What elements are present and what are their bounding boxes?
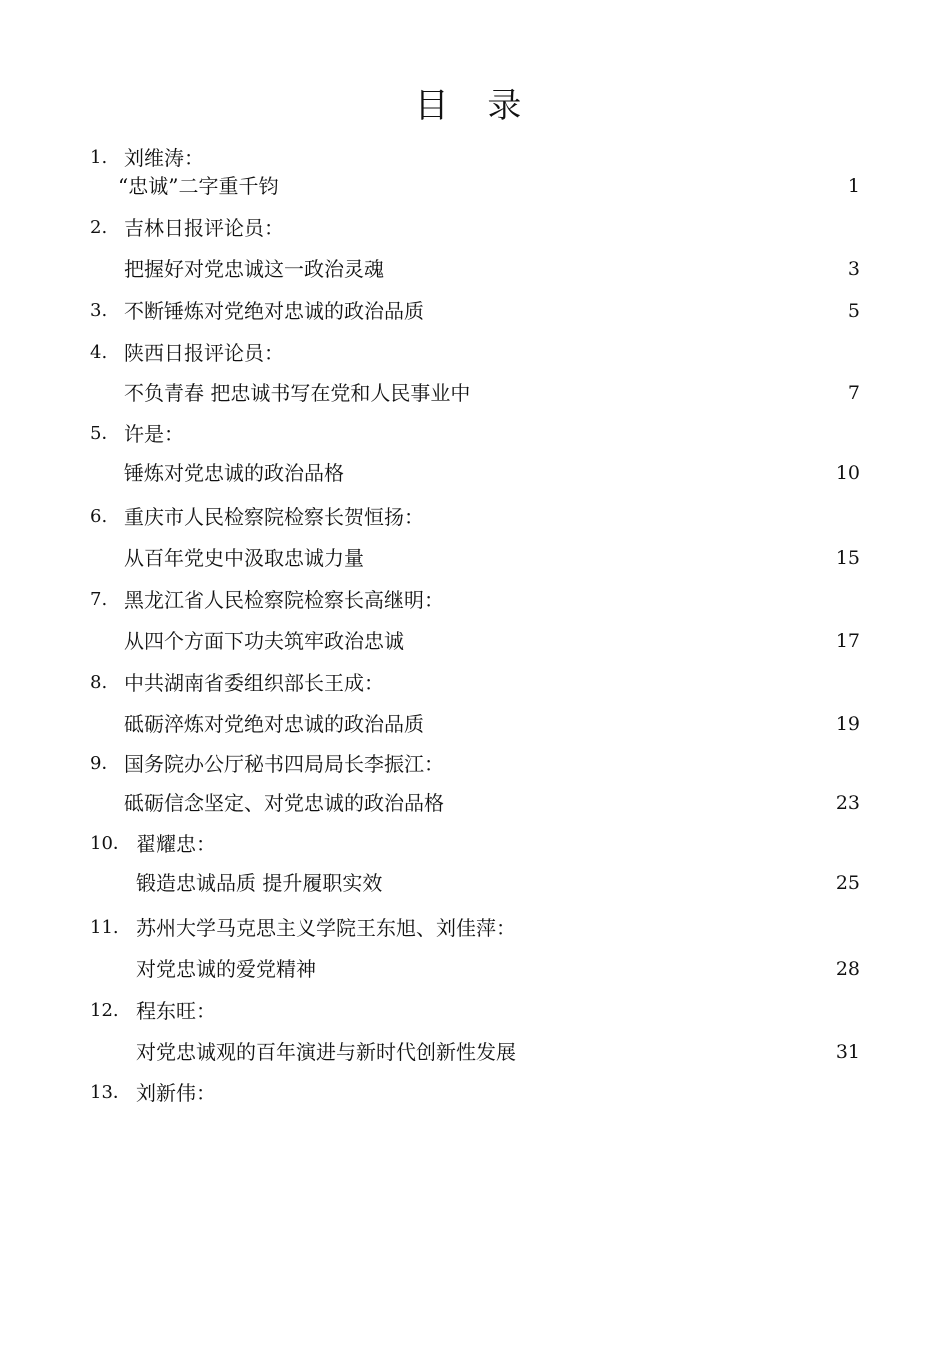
entry-author: 刘新伟： — [136, 1081, 216, 1105]
entry-number: 3. — [90, 300, 108, 321]
entry-title[interactable]: 对党忠诚的爱党精神 — [136, 957, 316, 981]
toc-entry-title-line[interactable] — [0, 1037, 950, 1067]
toc-entry-title-line[interactable] — [0, 171, 950, 201]
page-title: 目 录 — [414, 86, 536, 126]
entry-author: 程东旺： — [136, 999, 216, 1023]
toc-entry-author-line — [0, 829, 950, 859]
toc-entry-author-line — [0, 668, 950, 698]
toc-entry-title-line[interactable] — [0, 868, 950, 898]
entry-author: 许是： — [124, 422, 184, 446]
toc-entry-title-line[interactable] — [0, 626, 950, 656]
entry-author: 中共湖南省委组织部长王成： — [124, 671, 384, 695]
entry-number: 1. — [90, 147, 108, 168]
entry-page-number: 5 — [847, 300, 860, 322]
entry-page-number: 23 — [835, 792, 860, 814]
entry-number: 11. — [90, 917, 119, 938]
toc-entry-author-line — [0, 913, 950, 943]
entry-title[interactable]: 砥砺淬炼对党绝对忠诚的政治品质 — [124, 712, 424, 736]
toc-entry-author-line — [0, 585, 950, 615]
entry-author: 国务院办公厅秘书四局局长李振江： — [124, 752, 444, 776]
entry-title[interactable]: 从四个方面下功夫筑牢政治忠诚 — [124, 629, 404, 653]
entry-page-number: 10 — [835, 462, 860, 484]
toc-entry-author-line — [0, 419, 950, 449]
entry-number: 13． — [90, 1082, 131, 1103]
entry-page-number: 1 — [847, 175, 860, 197]
toc-entry-author-line — [0, 749, 950, 779]
entry-number: 5． — [90, 423, 120, 444]
entry-number: 4. — [90, 342, 108, 363]
entry-title[interactable]: 锤炼对党忠诚的政治品格 — [124, 461, 344, 485]
entry-author: 翟耀忠： — [136, 832, 216, 856]
toc-entry-author-line — [0, 143, 950, 173]
entry-author: 苏州大学马克思主义学院王东旭、刘佳萍： — [136, 916, 516, 940]
entry-page-number: 7 — [847, 382, 860, 404]
toc-entry-author-line — [0, 213, 950, 243]
entry-author: 陕西日报评论员： — [124, 341, 284, 365]
entry-page-number: 28 — [835, 958, 860, 980]
entry-author: 黑龙江省人民检察院检察长高继明： — [124, 588, 444, 612]
entry-title[interactable]: 不负青春 把忠诚书写在党和人民事业中 — [124, 381, 471, 405]
entry-number: 2. — [90, 217, 108, 238]
entry-page-number: 15 — [835, 547, 860, 569]
entry-title[interactable]: 把握好对党忠诚这一政治灵魂 — [124, 257, 384, 281]
toc-entry-title-line[interactable] — [0, 954, 950, 984]
entry-title[interactable]: “忠诚”二字重千钧 — [118, 174, 279, 198]
entry-page-number: 31 — [835, 1041, 860, 1063]
toc-entry-author-line — [0, 996, 950, 1026]
entry-number: 8. — [90, 672, 108, 693]
entry-number: 6. — [90, 506, 108, 527]
toc-entry-title-line[interactable] — [0, 458, 950, 488]
entry-page-number: 17 — [835, 630, 860, 652]
entry-title[interactable]: 对党忠诚观的百年演进与新时代创新性发展 — [136, 1040, 516, 1064]
entry-title[interactable]: 从百年党史中汲取忠诚力量 — [124, 546, 364, 570]
toc-entry-title-line[interactable] — [0, 788, 950, 818]
toc-entry-title-line[interactable] — [0, 543, 950, 573]
entry-author: 刘维涛： — [124, 146, 204, 170]
toc-entry-title-line[interactable] — [0, 378, 950, 408]
toc-entry-title-line[interactable] — [0, 254, 950, 284]
entry-page-number: 25 — [835, 872, 860, 894]
entry-number: 7. — [90, 589, 108, 610]
entry-number: 12. — [90, 1000, 119, 1021]
entry-page-number: 3 — [847, 258, 860, 280]
entry-author: 重庆市人民检察院检察长贺恒扬： — [124, 505, 424, 529]
toc-entry-author-line — [0, 338, 950, 368]
entry-title[interactable]: 锻造忠诚品质 提升履职实效 — [136, 871, 383, 895]
entry-title[interactable]: 不断锤炼对党绝对忠诚的政治品质 — [124, 299, 424, 323]
entry-number: 10． — [90, 833, 131, 854]
toc-entry-title-line[interactable] — [0, 709, 950, 739]
entry-author: 吉林日报评论员： — [124, 216, 284, 240]
entry-page-number: 19 — [835, 713, 860, 735]
entry-title[interactable]: 砥砺信念坚定、对党忠诚的政治品格 — [124, 791, 444, 815]
toc-entry-author-line — [0, 1078, 950, 1108]
toc-entry-author-line — [0, 502, 950, 532]
entry-number: 9． — [90, 753, 120, 774]
toc-entry-title-line[interactable] — [0, 296, 950, 326]
